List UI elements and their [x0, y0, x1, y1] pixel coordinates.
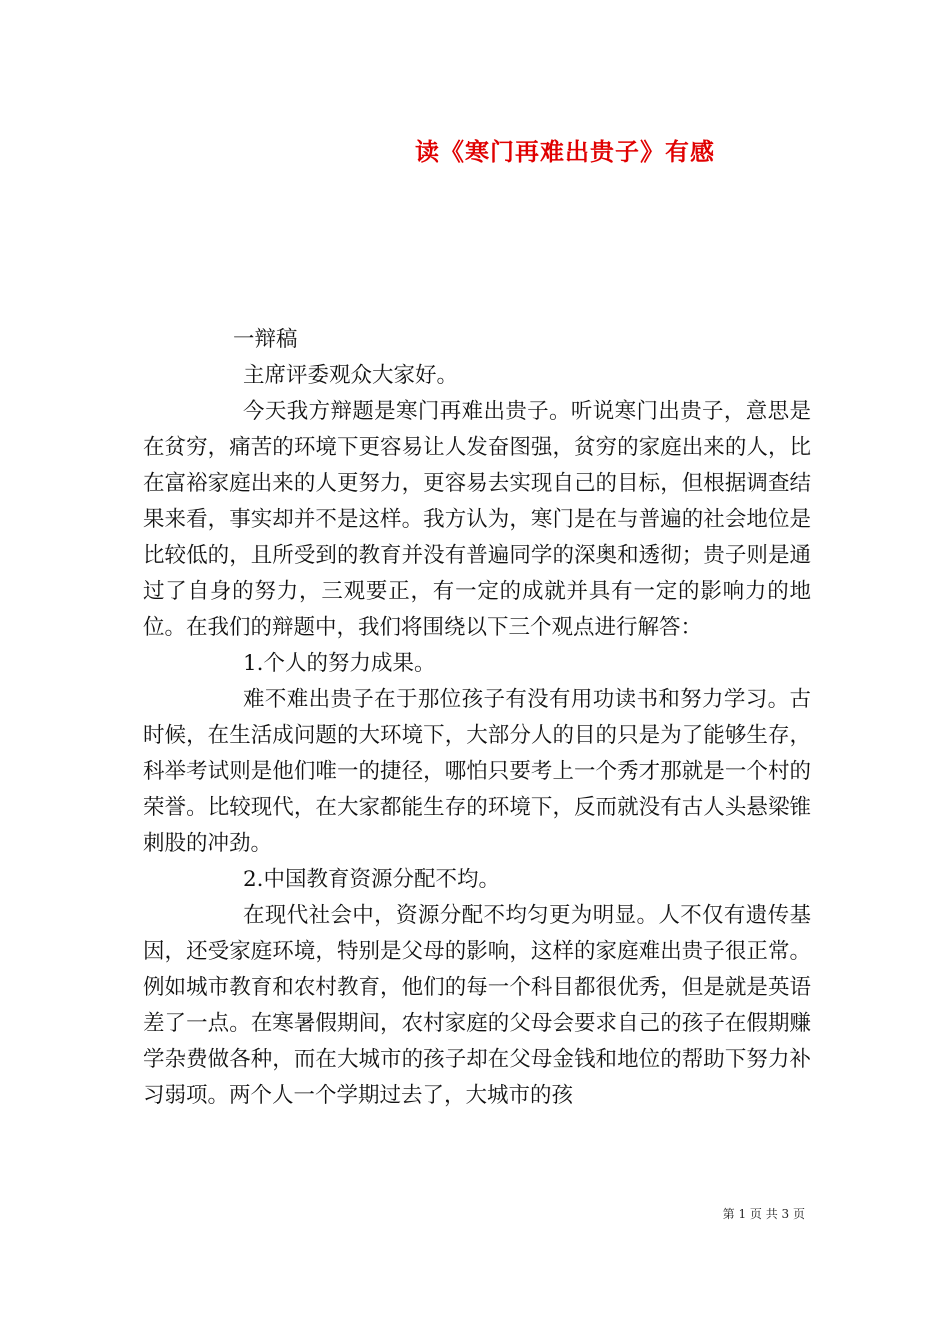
point-two-heading: 2.中国教育资源分配不均。 — [243, 867, 501, 892]
paragraph-intro: 今天我方辩题是寒门再难出贵子。听说寒门出贵子，意思是在贫穷，痛苦的环境下更容易让人发奋图强，贫穷的家庭出来的人，比在富裕家庭出来的人更努力，更容易去实现自己的目标，但根据调查结果来看，事实却并不是这样。我方认为，寒门是在与普遍的社会地位是比较低的，且所受到的教育并没有普遍同学的深奥和透彻；贵子则是通过了自身的努力，三观要正，有一定的成就并具有一定的影响力的地位。在我们的辩题中，我们将围绕以下三个观点进行解答： — [143, 399, 811, 640]
greeting-line: 主席评委观众大家好。 — [243, 363, 459, 388]
document-subtitle: 一辩稿 — [233, 327, 298, 352]
document-title: 读《寒门再难出贵子》有感 — [415, 137, 715, 166]
page-number-footer: 第 1 页 共 3 页 — [722, 1207, 805, 1221]
point-one-heading: 1.个人的努力成果。 — [243, 651, 436, 676]
paragraph-point-two: 在现代社会中，资源分配不均匀更为明显。人不仅有遗传基因，还受家庭环境，特别是父母的影响，这样的家庭难出贵子很正常。例如城市教育和农村教育，他们的每一个科目都很优秀，但是就是英语差了一点。在寒暑假期间，农村家庭的父母会要求自己的孩子在假期赚学杂费做各种，而在大城市的孩子却在父母金钱和地位的帮助下努力补习弱项。两个人一个学期过去了，大城市的孩 — [143, 903, 811, 1108]
document-body — [143, 322, 811, 1114]
paragraph-point-one: 难不难出贵子在于那位孩子有没有用功读书和努力学习。古时候，在生活成问题的大环境下，大部分人的目的只是为了能够生存，科举考试则是他们唯一的捷径，哪怕只要考上一个秀才那就是一个村的荣誉。比较现代，在大家都能生存的环境下，反而就没有古人头悬梁锥刺股的冲劲。 — [143, 687, 811, 856]
